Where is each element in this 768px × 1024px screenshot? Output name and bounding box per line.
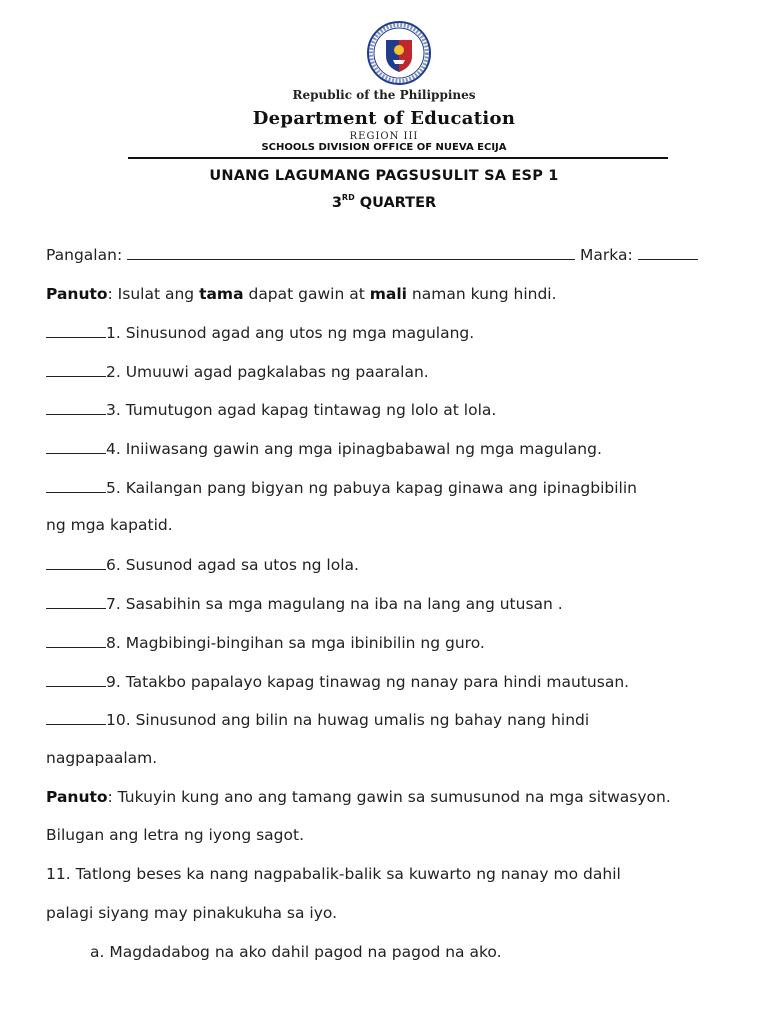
answer-blank[interactable] — [46, 709, 106, 725]
name-score-row — [46, 244, 698, 265]
question-11: 11. Tatlong beses ka nang nagpabalik-balik sa kuwarto ng nanay mo dahil — [46, 865, 621, 883]
instructions-text: dapat gawin at — [243, 285, 370, 303]
quarter-word: QUARTER — [359, 195, 437, 211]
item-8 — [46, 632, 485, 653]
name-label: Pangalan: — [46, 246, 123, 264]
item-5 — [46, 477, 637, 498]
answer-blank[interactable] — [46, 671, 106, 687]
answer-blank[interactable] — [46, 593, 106, 609]
item-2 — [46, 361, 429, 382]
quarter-number: 3 — [331, 195, 342, 211]
item-text: 5. Kailangan pang bigyan ng pabuya kapag ginawa ang ipinagbibilin — [106, 479, 637, 497]
exam-title: UNANG LAGUMANG PAGSUSULIT SA ESP 1 — [209, 168, 559, 184]
division-heading: SCHOOLS DIVISION OFFICE OF NUEVA ECIJA — [261, 142, 507, 153]
item-text: 4. Iniiwasang gawin ang mga ipinagbabawal ng mga magulang. — [106, 440, 602, 458]
item-text: 2. Umuuwi agad pagkalabas ng paaralan. — [106, 363, 429, 381]
instructions-label: Panuto — [46, 788, 108, 806]
item-text: 9. Tatakbo papalayo kapag tinawag ng nanay para hindi mautusan. — [106, 673, 630, 691]
item-3 — [46, 399, 496, 420]
answer-blank[interactable] — [46, 477, 106, 493]
instructions-part2-continued: Bilugan ang letra ng iyong sagot. — [46, 826, 305, 844]
item-6 — [46, 554, 359, 575]
item-text: 10. Sinusunod ang bilin na huwag umalis ng bahay nang hindi — [106, 711, 590, 729]
score-label: Marka: — [580, 246, 633, 264]
item-7 — [46, 593, 563, 614]
item-text: 3. Tumutugon agad kapag tintawag ng lolo at lola. — [106, 401, 497, 419]
item-text: 1. Sinusunod agad ang utos ng mga magulang. — [106, 324, 475, 342]
answer-blank[interactable] — [46, 361, 106, 377]
instructions-part2 — [46, 787, 671, 807]
question-11-continued: palagi siyang may pinakukuha sa iyo. — [46, 904, 338, 922]
header-divider — [128, 157, 668, 159]
item-text: 8. Magbibingi-bingihan sa mga ibinibilin ng guro. — [106, 634, 485, 652]
item-1 — [46, 322, 474, 343]
item-9 — [46, 671, 629, 692]
instructions-part1 — [46, 284, 557, 304]
item-text: 7. Sasabihin sa mga magulang na iba na lang ang utusan . — [106, 595, 563, 613]
answer-blank[interactable] — [46, 399, 106, 415]
deped-seal-logo — [366, 20, 432, 86]
answer-blank[interactable] — [46, 632, 106, 648]
question-11-choice-a[interactable]: a. Magdadabog na ako dahil pagod na pagod na ako. — [90, 943, 502, 961]
answer-blank[interactable] — [46, 554, 106, 570]
name-field[interactable] — [127, 244, 575, 260]
instructions-text: naman kung hindi. — [406, 285, 557, 303]
instructions-label: Panuto — [46, 285, 108, 303]
keyword-tama: tama — [199, 285, 244, 303]
answer-blank[interactable] — [46, 438, 106, 454]
exam-quarter — [0, 193, 768, 211]
item-5-continued: ng mga kapatid. — [46, 516, 173, 534]
republic-heading: Republic of the Philippines — [292, 88, 476, 102]
item-10-continued: nagpapaalam. — [46, 749, 158, 767]
quarter-ordinal: RD — [341, 193, 355, 202]
answer-blank[interactable] — [46, 322, 106, 338]
instructions-text: : Tukuyin kung ano ang tamang gawin sa sumusunod na mga sitwasyon. — [107, 788, 671, 806]
region-heading: REGION III — [349, 131, 419, 142]
score-field[interactable] — [638, 244, 698, 260]
department-heading: Department of Education — [252, 108, 516, 129]
keyword-mali: mali — [369, 285, 407, 303]
item-10 — [46, 709, 589, 730]
item-4 — [46, 438, 602, 459]
item-text: 6. Susunod agad sa utos ng lola. — [106, 556, 359, 574]
instructions-text: : Isulat ang — [107, 285, 200, 303]
